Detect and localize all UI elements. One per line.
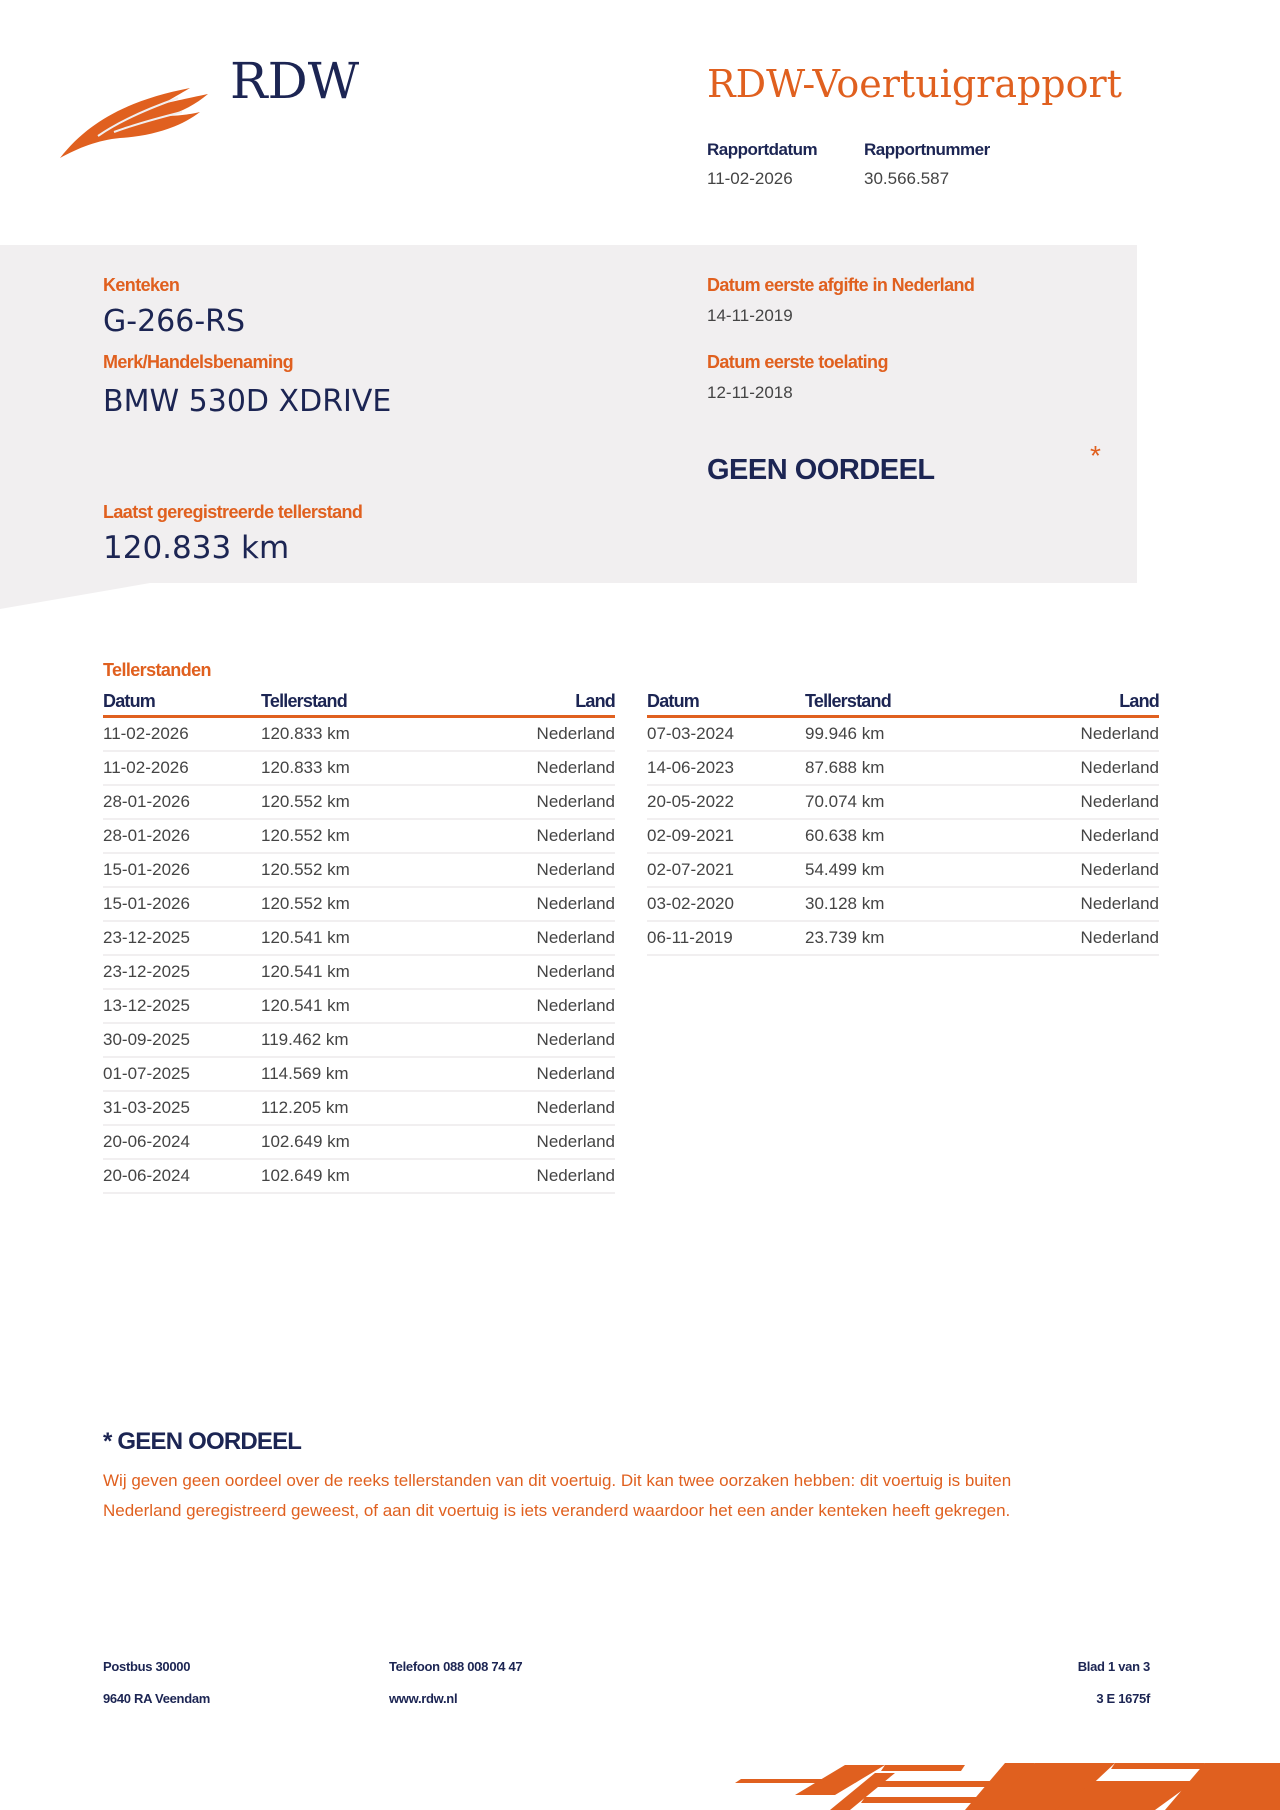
report-title: RDW-Voertuigrapport (707, 62, 1122, 106)
footer-code: 3 E 1675f (1096, 1691, 1150, 1706)
report-number-label: Rapportnummer (864, 140, 990, 159)
reading-row (647, 921, 1159, 955)
reading-country: Nederland (985, 853, 1159, 887)
odometer-label: Laatst geregistreerde tellerstand (103, 502, 363, 522)
col-reading-header: Tellerstand (261, 690, 441, 717)
reading-value: 120.552 km (261, 819, 441, 853)
col-reading-header: Tellerstand (805, 690, 985, 717)
reading-date: 02-09-2021 (647, 819, 805, 853)
reading-row (103, 751, 615, 785)
reading-value: 102.649 km (261, 1159, 441, 1193)
rdw-logo-icon (58, 82, 213, 162)
reading-value: 120.541 km (261, 955, 441, 989)
reading-value: 54.499 km (805, 853, 985, 887)
reading-date: 07-03-2024 (647, 717, 805, 752)
reading-row (103, 921, 615, 955)
reading-date: 02-07-2021 (647, 853, 805, 887)
plate-label: Kenteken (103, 275, 180, 295)
last-odometer: 120.833 km (103, 530, 290, 566)
first-admission-label: Datum eerste toelating (707, 352, 888, 372)
reading-row (647, 819, 1159, 853)
reading-date: 06-11-2019 (647, 921, 805, 955)
reading-value: 114.569 km (261, 1057, 441, 1091)
verdict-asterisk: * (1090, 440, 1101, 471)
reading-row (103, 955, 615, 989)
reading-row (103, 1125, 615, 1159)
footer-address-line2: 9640 RA Veendam (103, 1691, 211, 1706)
reading-date: 23-12-2025 (103, 921, 261, 955)
reading-date: 03-02-2020 (647, 887, 805, 921)
reading-country: Nederland (985, 887, 1159, 921)
reading-date: 13-12-2025 (103, 989, 261, 1023)
reading-row (103, 785, 615, 819)
reading-country: Nederland (441, 717, 615, 752)
reading-country: Nederland (985, 751, 1159, 785)
reading-row (647, 717, 1159, 752)
footer-website: www.rdw.nl (389, 1691, 458, 1706)
footer-phone: Telefoon 088 008 74 47 (389, 1659, 523, 1674)
reading-row (103, 1091, 615, 1125)
reading-value: 120.552 km (261, 785, 441, 819)
reading-country: Nederland (441, 887, 615, 921)
reading-country: Nederland (985, 921, 1159, 955)
reading-row (103, 1023, 615, 1057)
panel-notch (0, 583, 150, 609)
report-number: 30.566.587 (864, 169, 950, 188)
reading-date: 14-06-2023 (647, 751, 805, 785)
reading-value: 112.205 km (261, 1091, 441, 1125)
reading-row (647, 785, 1159, 819)
make-label: Merk/Handelsbenaming (103, 352, 294, 372)
reading-date: 20-05-2022 (647, 785, 805, 819)
reading-country: Nederland (441, 819, 615, 853)
reading-country: Nederland (441, 1091, 615, 1125)
reading-date: 23-12-2025 (103, 955, 261, 989)
col-date-header: Datum (647, 690, 805, 717)
reading-value: 119.462 km (261, 1023, 441, 1057)
reading-country: Nederland (441, 751, 615, 785)
reading-country: Nederland (441, 1125, 615, 1159)
reading-date: 15-01-2026 (103, 887, 261, 921)
reading-row (103, 1159, 615, 1193)
footer-page: Blad 1 van 3 (1077, 1659, 1150, 1674)
reading-value: 120.541 km (261, 989, 441, 1023)
reading-country: Nederland (985, 717, 1159, 752)
reading-value: 70.074 km (805, 785, 985, 819)
reading-date: 20-06-2024 (103, 1159, 261, 1193)
reading-value: 60.638 km (805, 819, 985, 853)
reading-row (103, 989, 615, 1023)
reading-country: Nederland (441, 785, 615, 819)
reading-value: 99.946 km (805, 717, 985, 752)
note-text: Wij geven geen oordeel over de reeks tellerstanden van dit voertuig. Dit kan twee oorzaken hebben: dit voertuig is buiten Nederland geregistreerd geweest, of aan dit voertuig is iets veranderd waardoor het een ander kenteken heeft gekregen. (103, 1471, 1012, 1520)
first-nl-date: 14-11-2019 (707, 306, 793, 325)
decorative-stripes-icon (735, 1755, 1280, 1810)
reading-value: 120.552 km (261, 853, 441, 887)
reading-country: Nederland (441, 989, 615, 1023)
reading-date: 31-03-2025 (103, 1091, 261, 1125)
reading-row (103, 819, 615, 853)
reading-date: 28-01-2026 (103, 819, 261, 853)
note-title: * GEEN OORDEEL (103, 1428, 302, 1455)
col-country-header: Land (985, 690, 1159, 717)
reading-row (103, 887, 615, 921)
reading-value: 120.833 km (261, 751, 441, 785)
reading-date: 30-09-2025 (103, 1023, 261, 1057)
first-nl-label: Datum eerste afgifte in Nederland (707, 275, 975, 295)
readings-table-right (647, 690, 1159, 956)
reading-date: 11-02-2026 (103, 751, 261, 785)
col-date-header: Datum (103, 690, 261, 717)
reading-row (103, 853, 615, 887)
reading-row (647, 887, 1159, 921)
reading-value: 120.541 km (261, 921, 441, 955)
reading-value: 87.688 km (805, 751, 985, 785)
reading-row (647, 853, 1159, 887)
reading-country: Nederland (985, 819, 1159, 853)
report-date-label: Rapportdatum (707, 140, 818, 159)
reading-date: 01-07-2025 (103, 1057, 261, 1091)
reading-row (103, 1057, 615, 1091)
reading-date: 20-06-2024 (103, 1125, 261, 1159)
reading-country: Nederland (441, 1057, 615, 1091)
reading-country: Nederland (441, 1159, 615, 1193)
reading-value: 23.739 km (805, 921, 985, 955)
reading-row (647, 751, 1159, 785)
reading-value: 120.552 km (261, 887, 441, 921)
reading-value: 30.128 km (805, 887, 985, 921)
reading-country: Nederland (441, 853, 615, 887)
col-country-header: Land (441, 690, 615, 717)
reading-country: Nederland (985, 785, 1159, 819)
reading-date: 11-02-2026 (103, 717, 261, 752)
readings-table-left (103, 690, 615, 1194)
reading-value: 102.649 km (261, 1125, 441, 1159)
reading-value: 120.833 km (261, 717, 441, 752)
brand-name: RDW (230, 52, 360, 110)
verdict: GEEN OORDEEL (707, 454, 935, 486)
reading-date: 28-01-2026 (103, 785, 261, 819)
license-plate: G-266-RS (103, 304, 246, 339)
readings-title: Tellerstanden (103, 660, 211, 680)
footer-address-line1: Postbus 30000 (103, 1659, 191, 1674)
reading-row (103, 717, 615, 752)
reading-country: Nederland (441, 1023, 615, 1057)
vehicle-make: BMW 530D XDRIVE (103, 384, 392, 419)
reading-country: Nederland (441, 921, 615, 955)
report-date: 11-02-2026 (707, 169, 793, 188)
first-admission-date: 12-11-2018 (707, 383, 793, 402)
reading-country: Nederland (441, 955, 615, 989)
reading-date: 15-01-2026 (103, 853, 261, 887)
